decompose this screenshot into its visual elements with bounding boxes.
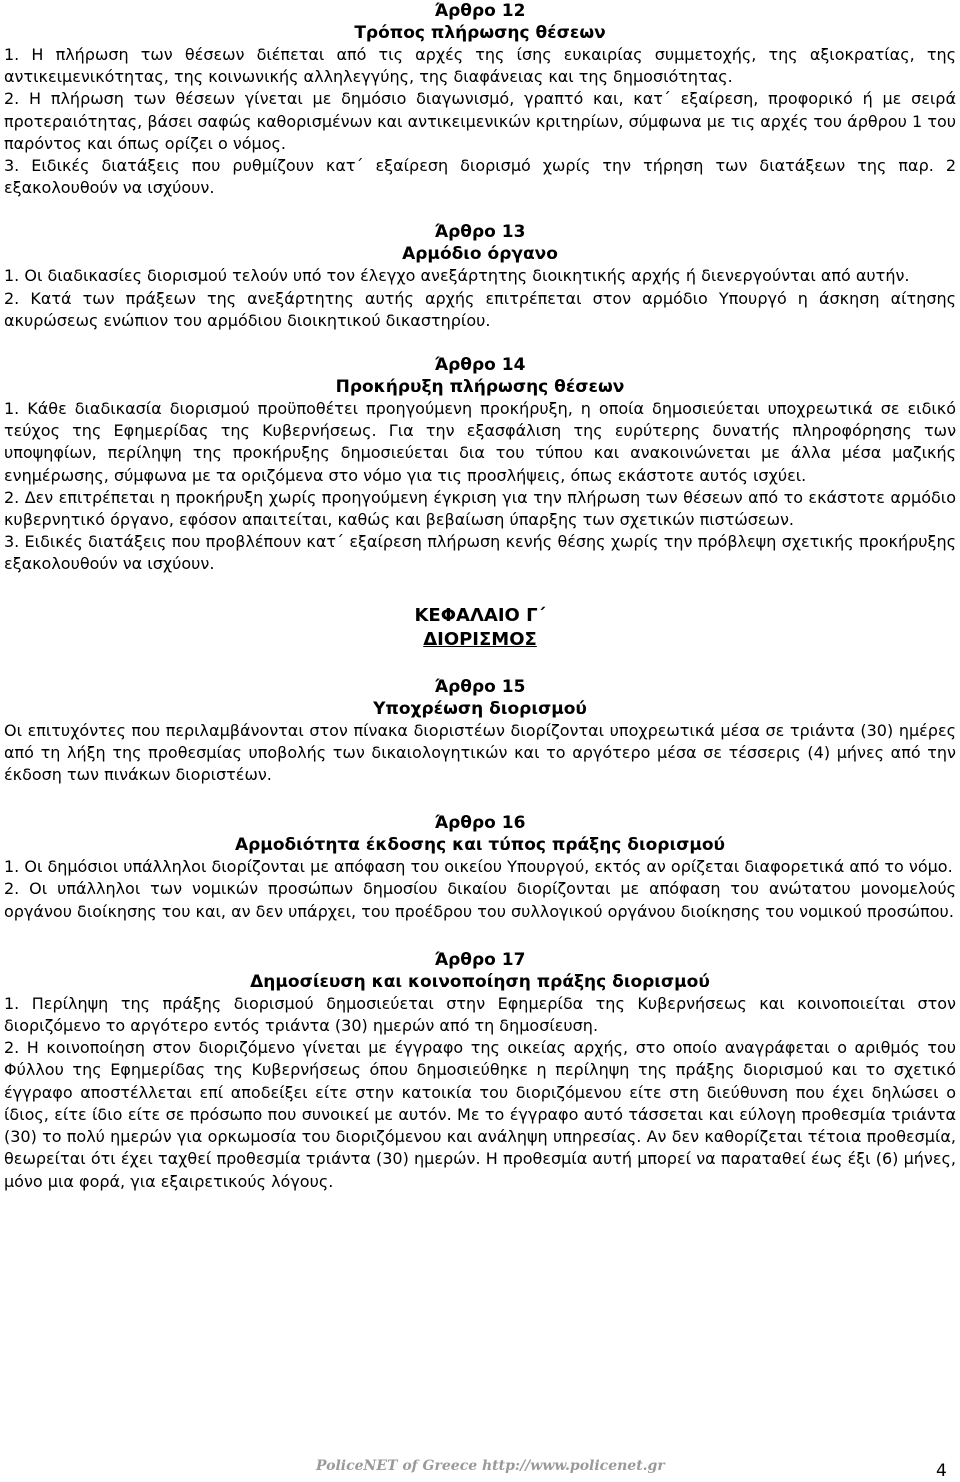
article-number: Άρθρο 15 [434, 676, 526, 697]
article-paragraph: 1. Κάθε διαδικασία διορισμού προϋποθέτει προηγούμενη προκήρυξη, η οποία δημοσιεύεται υποχρεωτικά σε ειδικό τεύχος της Εφημερίδας της Κυβερνήσεως. Για την εξασφάλιση της ευρύτερης δυνατής πληροφόρησης των υποψηφίων, περίληψη της προκήρυξης δημοσιεύεται δια του τύπου και ανακοινώνεται με άλλα μέσα μαζικής ενημέρωσης, σύμφωνα με τα οριζόμενα στο νόμο για τις προσλήψεις, όπως εκάστοτε αυτός ισχύει. [4, 399, 956, 485]
article-number: Άρθρο 17 [434, 949, 526, 970]
article-paragraph: 3. Ειδικές διατάξεις που ρυθμίζουν κατ΄ εξαίρεση διορισμό χωρίς την τήρηση των διατάξεων της παρ. 2 εξακολουθούν να ισχύουν. [4, 156, 956, 198]
article-title: Δημοσίευση και κοινοποίηση πράξης διορισμού [250, 971, 710, 992]
article-13 [4, 221, 956, 332]
article-paragraph: 1. Περίληψη της πράξης διορισμού δημοσιεύεται στην Εφημερίδα της Κυβερνήσεως και κοινοποιείται στον διοριζόμενο το αργότερο εντός τριάντα (30) ημερών από τη δημοσίευση. [4, 993, 956, 1036]
chapter-heading [4, 604, 956, 652]
document-page [4, 0, 956, 1193]
article-title: Τρόπος πλήρωσης θέσεων [354, 23, 606, 43]
chapter-title: ΔΙΟΡΙΣΜΟΣ [423, 628, 537, 650]
article-paragraph: 3. Ειδικές διατάξεις που προβλέπουν κατ΄ εξαίρεση πλήρωση κενής θέσης χωρίς την πρόβλεψη σχετικής προκήρυξης εξακολουθούν να ισχύουν. [4, 532, 956, 574]
article-number: Άρθρο 16 [434, 813, 526, 834]
page-number: 4 [936, 1461, 947, 1481]
article-15 [4, 676, 956, 787]
article-title: Αρμοδιότητα έκδοσης και τύπος πράξης διορισμού [234, 835, 725, 856]
article-number: Άρθρο 14 [434, 355, 526, 376]
article-paragraph: 2. Κατά των πράξεων της ανεξάρτητης αυτής αρχής επιτρέπεται στον αρμόδιο Υπουργό η άσκηση αίτησης ακυρώσεως ενώπιον του αρμόδιου διοικητικού δικαστηρίου. [4, 288, 956, 330]
article-number: Άρθρο 13 [434, 222, 526, 243]
article-paragraph: 2. Δεν επιτρέπεται η προκήρυξη χωρίς προηγούμενη έγκριση για την πλήρωση των θέσεων από το εκάστοτε αρμόδιο κυβερνητικό όργανο, εφόσον απαιτείται, καθώς και βεβαίωση ύπαρξης των σχετικών πιστώσεων. [4, 487, 956, 530]
article-title: Προκήρυξη πλήρωσης θέσεων [335, 377, 625, 398]
page-footer [0, 1454, 960, 1481]
footer-text: PoliceNET of Greece http://www.policenet.gr [316, 1458, 665, 1474]
article-paragraph: 2. Η κοινοποίηση στον διοριζόμενο γίνεται με έγγραφο της οικείας αρχής, στο οποίο αναγράφεται ο αριθμός του Φύλλου της Εφημερίδας της Κυβερνήσεως όπου δημοσιεύθηκε η περίληψη της πράξης διορισμού και το σχετικό έγγραφο αποστέλλεται επί αποδείξει είτε στην κατοικία του διοριζόμενου είτε στη διεύθυνση που έχει δηλώσει ο ίδιος, είτε ίδιο είτε σε πρόσωπο που συνοικεί με αυτόν. Με το έγγραφο αυτό τάσσεται και εύλογη προθεσμία τριάντα (30) το πολύ ημερών για ορκωμοσία του διοριζόμενου και ανάληψη υπηρεσίας. Αν δεν καθορίζεται τέτοια προθεσμία, θεωρείται ότι έχει ταχθεί προθεσμία τριάντα (30) ημερών. Η προθεσμία αυτή μπορεί να παραταθεί έως έξι (6) μήνες, μόνο μια φορά, για εξαιρετικούς λόγους. [4, 1038, 956, 1191]
article-number: Άρθρο 12 [434, 1, 526, 21]
article-paragraph: Οι επιτυχόντες που περιλαμβάνονται στον πίνακα διοριστέων διορίζονται υποχρεωτικά μέσα σε τριάντα (30) ημέρες από τη λήξη της προθεσμίας υποβολής των δικαιολογητικών και το αργότερο μέσα σε τέσσερις (4) μήνες από την έκδοση των πινάκων διοριστέων. [4, 720, 956, 785]
article-paragraph: 1. Η πλήρωση των θέσεων διέπεται από τις αρχές της ίσης ευκαιρίας συμμετοχής, της αξιοκρατίας, της αντικειμενικότητας, της κοινωνικής αλληλεγγύης, της διαφάνειας και της δημοσιότητας. [4, 45, 956, 87]
article-paragraph: 2. Οι υπάλληλοι των νομικών προσώπων δημοσίου δικαίου διορίζονται με απόφαση του ανώτατου μονομελούς οργάνου διοίκησης του και, αν δεν υπάρχει, του προέδρου του συλλογικού οργάνου διοίκησης του νομικού προσώπου. [4, 879, 956, 921]
article-paragraph: 1. Οι δημόσιοι υπάλληλοι διορίζονται με απόφαση του οικείου Υπουργού, εκτός αν ορίζεται διαφορετικά από το νόμο. [4, 857, 953, 877]
article-14 [4, 354, 956, 576]
article-paragraph: 2. Η πλήρωση των θέσεων γίνεται με δημόσιο διαγωνισμό, γραπτό και, κατ΄ εξαίρεση, προφορικό ή με σειρά προτεραιότητας, βάσει σαφώς καθορισμένων και αντικειμενικών κριτηρίων, σύμφωνα με τις αρχές του άρθρου 1 του παρόντος και όπως ορίζει ο νόμος. [4, 89, 956, 153]
article-title: Υποχρέωση διορισμού [373, 698, 587, 719]
article-12 [4, 0, 956, 199]
article-paragraph: 1. Οι διαδικασίες διορισμού τελούν υπό τον έλεγχο ανεξάρτητης διοικητικής αρχής ή διενεργούνται από αυτήν. [4, 266, 910, 286]
article-16 [4, 812, 956, 923]
chapter-label: ΚΕΦΑΛΑΙΟ Γ΄ [414, 604, 546, 626]
article-title: Αρμόδιο όργανο [402, 244, 558, 265]
article-17 [4, 949, 956, 1193]
